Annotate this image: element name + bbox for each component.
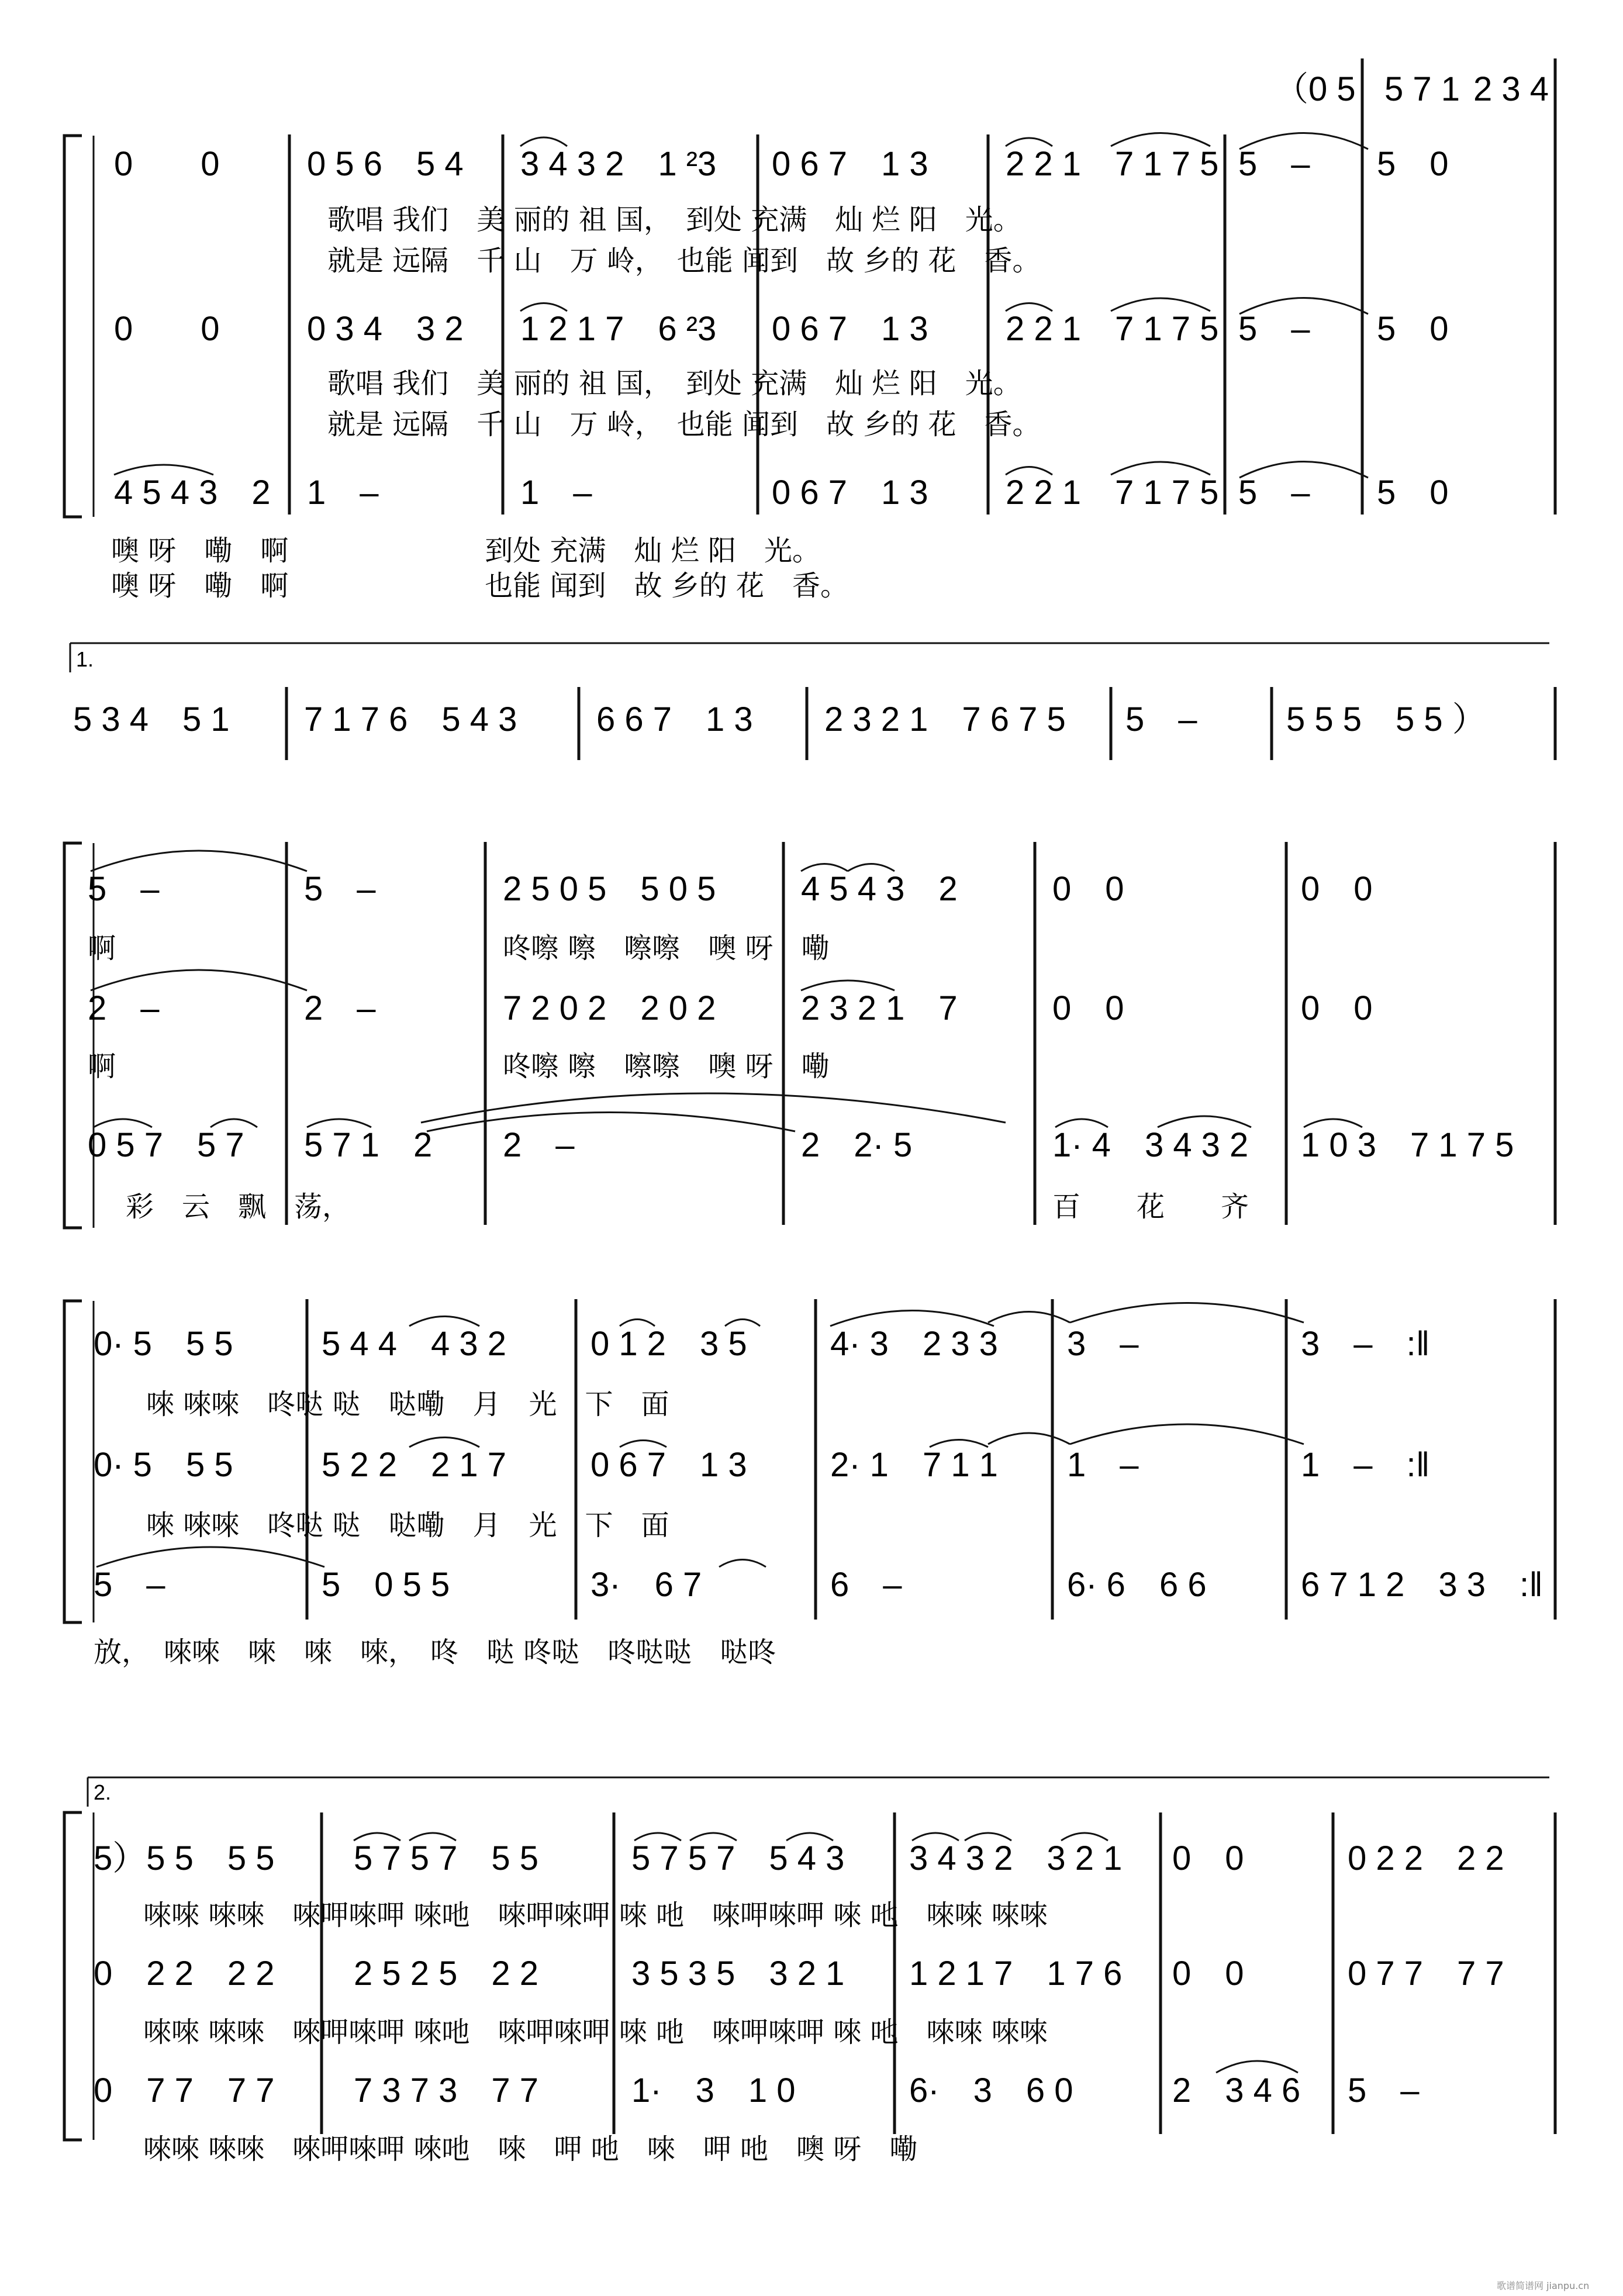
bar: 2 – — [88, 989, 160, 1027]
bar: 5 7 5 7 5 4 3 — [631, 1839, 845, 1877]
voice-3 — [111, 462, 1449, 603]
bar: 6 – — [830, 1566, 902, 1604]
bar: 5 0 — [1377, 474, 1449, 512]
system-4 — [64, 1299, 1555, 1669]
bar: 0 5 6 5 4 — [307, 145, 464, 183]
bar: 0 6 7 1 3 — [772, 310, 928, 348]
bar: 0 0 — [114, 145, 220, 183]
intro-bar-2: 2 3 4 — [1473, 70, 1549, 108]
bar: 5）5 5 5 5 — [94, 1839, 275, 1877]
lyrics-verse-2: 就是 远隔 千 山 万 岭， 也能 闻到 故 乡的 花 香。 — [327, 408, 1041, 441]
bar: 4 5 4 3 2 — [801, 870, 958, 908]
bar: 3 4 3 2 1 ²3 — [520, 145, 717, 183]
bar: 1 – :‖ — [1301, 1446, 1430, 1484]
lyric: 啊 — [88, 1050, 116, 1083]
bar: 5 – — [1125, 700, 1197, 738]
intro-prefix: （0 5 — [1275, 70, 1356, 108]
bar: 0 0 — [114, 310, 220, 348]
bar: 7 2 0 2 2 0 2 — [503, 989, 716, 1027]
bar: 5 – — [1238, 145, 1310, 183]
volta-1: 1. — [76, 647, 94, 671]
voice-2 — [94, 1955, 1504, 2049]
bar: 4· 3 2 3 3 — [830, 1325, 998, 1363]
bar: 0 0 — [1172, 1839, 1244, 1877]
bar: 1· 3 1 0 — [631, 2071, 796, 2109]
bar: 2 2 1 7 1 7 5 — [1006, 310, 1219, 348]
bar: 0· 5 5 5 — [94, 1325, 233, 1363]
bar: 5 5 5 5 5 ） — [1286, 700, 1486, 738]
bar: 0 1 2 3 5 — [591, 1325, 747, 1363]
bar: 5 0 5 5 — [322, 1566, 450, 1604]
lyric: 咚嚓 嚓 嚓嚓 噢 呀 嘞 — [503, 1050, 830, 1083]
lyric: 唻唻 唻唻 唻呷唻呷 唻吔 唻呷唻呷 唻 吔 唻呷唻呷 唻 吔 唻唻 唻唻 — [143, 2016, 1048, 2049]
lyrics-verse-2: 噢 呀 嘞 啊 也能 闻到 故 乡的 花 香。 — [111, 569, 849, 602]
bar: 5 – — [304, 870, 376, 908]
system-2 — [70, 643, 1555, 760]
lyric: 唻 唻唻 咚哒 哒 哒嘞 月 光 下 面 — [146, 1509, 669, 1542]
bar: 1 2 1 7 1 7 6 — [909, 1955, 1123, 1993]
lyrics-verse-1: 歌唱 我们 美 丽的 祖 国， 到处 充满 灿 烂 阳 光。 — [327, 203, 1021, 236]
bar: 2 2 1 7 1 7 5 — [1006, 474, 1219, 512]
bar: 5 0 — [1377, 145, 1449, 183]
bar: 2 3 4 6 — [1172, 2071, 1301, 2109]
bar: 6 6 7 1 3 — [596, 700, 753, 738]
bar: 0 0 — [1301, 989, 1373, 1027]
voice-3 — [94, 2061, 1420, 2166]
lyric: 放， 唻唻 唻 唻 唻， 咚 哒 咚哒 咚哒哒 哒咚 — [94, 1636, 776, 1669]
bar: 2 3 2 1 7 — [801, 989, 958, 1027]
bar: 5 7 5 7 5 5 — [354, 1839, 538, 1877]
voice-1 — [114, 133, 1449, 278]
bar: 0 0 — [1052, 870, 1124, 908]
intro-bar-1: 5 7 1 — [1384, 70, 1460, 108]
bar: 5 0 — [1377, 310, 1449, 348]
bar: 2 – — [503, 1126, 575, 1164]
bar: 0 7 7 7 7 — [1348, 1955, 1504, 1993]
bar: 0 7 7 7 7 — [94, 2071, 275, 2109]
bar: 6 7 1 2 3 3 :‖ — [1301, 1566, 1543, 1604]
lyric: 唻唻 唻唻 唻呷唻呷 唻吔 唻 呷 吔 唻 呷 吔 噢 呀 嘞 — [143, 2133, 918, 2166]
system-brace — [64, 1812, 82, 2140]
bar: 6· 3 6 0 — [909, 2071, 1073, 2109]
lyric: 啊 — [88, 932, 116, 965]
bar: 2 – — [304, 989, 376, 1027]
bar: 0 2 2 2 2 — [1348, 1839, 1504, 1877]
bar: 2 2 1 7 1 7 5 — [1006, 145, 1219, 183]
bar: 3 – :‖ — [1301, 1325, 1430, 1363]
bar: 5 – — [88, 870, 160, 908]
bar: 3· 6 7 — [591, 1566, 702, 1604]
voice-3 — [88, 1093, 1514, 1223]
bar: 2 5 0 5 5 0 5 — [503, 870, 716, 908]
bar: 3 5 3 5 3 2 1 — [631, 1955, 845, 1993]
bar: 5 2 2 2 1 7 — [322, 1446, 506, 1484]
bar: 1 0 3 7 1 7 5 — [1301, 1126, 1514, 1164]
lyric: 唻唻 唻唻 唻呷唻呷 唻吔 唻呷唻呷 唻 吔 唻呷唻呷 唻 吔 唻唻 唻唻 — [143, 1899, 1048, 1932]
bar: 1 – — [1067, 1446, 1139, 1484]
bar: 5 – — [1238, 474, 1310, 512]
bar: 0· 5 5 5 — [94, 1446, 233, 1484]
voice-1 — [94, 1303, 1430, 1421]
system-brace — [64, 1301, 82, 1622]
lyric: 彩 云 飘 荡， — [126, 1190, 351, 1223]
voice-1 — [94, 1833, 1504, 1932]
bar: 0 5 7 5 7 — [88, 1126, 244, 1164]
bar: 2 2· 5 — [801, 1126, 913, 1164]
bar: 7 1 7 6 5 4 3 — [304, 700, 517, 738]
voice-2 — [94, 1424, 1430, 1542]
lyric: 唻 唻唻 咚哒 哒 哒嘞 月 光 下 面 — [146, 1388, 669, 1421]
bar: 3 4 3 2 3 2 1 — [909, 1839, 1123, 1877]
bar: 0 6 7 1 3 — [772, 145, 928, 183]
bar: 3 – — [1067, 1325, 1139, 1363]
system-brace — [64, 136, 82, 517]
bar: 2 5 2 5 2 2 — [354, 1955, 538, 1993]
bar: 7 3 7 3 7 7 — [354, 2071, 538, 2109]
lyrics-verse-2: 就是 远隔 千 山 万 岭， 也能 闻到 故 乡的 花 香。 — [327, 244, 1041, 277]
bar: 0 2 2 2 2 — [94, 1955, 275, 1993]
bar: 5 – — [94, 1566, 165, 1604]
system-brace — [64, 843, 82, 1228]
system-3 — [64, 842, 1555, 1228]
lyrics-verse-1: 歌唱 我们 美 丽的 祖 国， 到处 充满 灿 烂 阳 光。 — [327, 367, 1021, 400]
footer-watermark: 歌谱简谱网 jianpu.cn — [1497, 2280, 1590, 2291]
voice-3 — [94, 1547, 1543, 1669]
voice-2 — [88, 970, 1373, 1083]
bar: 1 – — [307, 474, 379, 512]
bar: 0 6 7 1 3 — [591, 1446, 747, 1484]
bar: 0 0 — [1301, 870, 1373, 908]
bar: 5 3 4 5 1 — [73, 700, 230, 738]
bar: 4 5 4 3 2 — [114, 474, 271, 512]
bar: 2 3 2 1 7 6 7 5 — [824, 700, 1066, 738]
voice-2 — [114, 298, 1449, 441]
bar: 6· 6 6 6 — [1067, 1566, 1207, 1604]
bar: 1 – — [520, 474, 592, 512]
bar: 5 – — [1238, 310, 1310, 348]
bar: 0 3 4 3 2 — [307, 310, 464, 348]
system-1 — [64, 58, 1555, 602]
bar: 0 0 — [1172, 1955, 1244, 1993]
lyric: 百 花 齐 — [1052, 1190, 1249, 1223]
bar: 0 0 — [1052, 989, 1124, 1027]
volta-2: 2. — [94, 1780, 112, 1804]
bar: 5 7 1 2 — [304, 1126, 433, 1164]
bar: 1· 4 3 4 3 2 — [1052, 1126, 1249, 1164]
bar: 1 2 1 7 6 ²3 — [520, 310, 717, 348]
system-5 — [64, 1777, 1555, 2166]
lyrics-verse-1: 噢 呀 嘞 啊 到处 充满 灿 烂 阳 光。 — [111, 534, 821, 567]
bar: 2· 1 7 1 1 — [830, 1446, 998, 1484]
lyric: 咚嚓 嚓 嚓嚓 噢 呀 嘞 — [503, 932, 830, 965]
voice-1 — [88, 851, 1373, 965]
bar: 0 6 7 1 3 — [772, 474, 928, 512]
bar: 5 – — [1348, 2071, 1420, 2109]
bar: 5 4 4 4 3 2 — [322, 1325, 506, 1363]
